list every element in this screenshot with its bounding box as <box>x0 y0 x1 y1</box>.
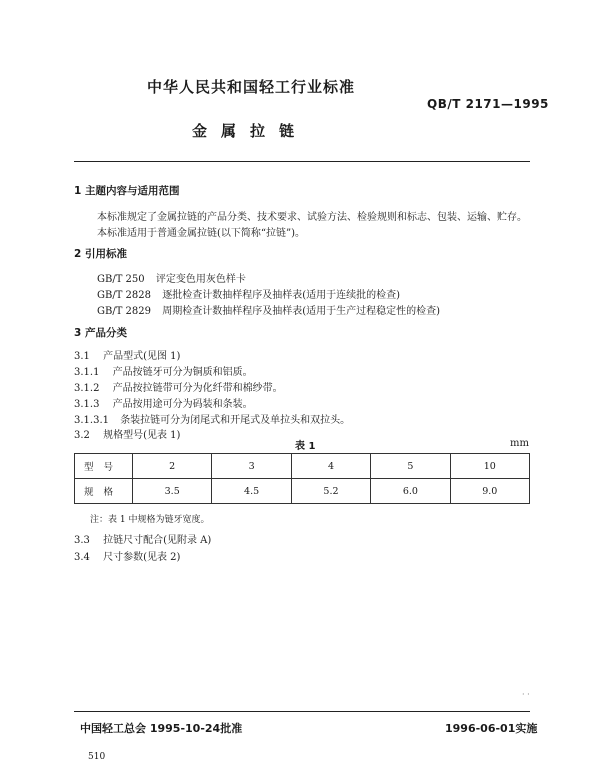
clause-number: 3.1.1 <box>74 367 100 378</box>
reference-item <box>97 270 246 285</box>
clause-item <box>74 548 180 563</box>
reference-code: GB/T 250 <box>97 274 145 285</box>
section-1-heading: 1 主题内容与适用范围 <box>74 185 180 197</box>
reference-code: GB/T 2828 <box>97 290 152 301</box>
standard-code: QB/T 2171—1995 <box>427 97 549 111</box>
section-1-paragraph-1: 本标准规定了金属拉链的产品分类、技术要求、试验方法、检验规则和标志、包装、运输、贮存。 <box>97 212 527 223</box>
clause-text: 规格型号(见表 1) <box>103 430 181 441</box>
scan-mark: · · <box>522 690 530 699</box>
table-note: 注：表 1 中规格为链牙宽度。 <box>90 515 210 525</box>
specs-table <box>74 453 530 504</box>
clause-item <box>74 347 180 362</box>
clause-item <box>74 395 253 410</box>
table-caption: 表 1 <box>295 441 316 452</box>
clause-number: 3.4 <box>74 552 90 563</box>
footer-rule <box>74 711 530 712</box>
table-cell: 4 <box>291 454 370 479</box>
standard-title: 中华人民共和国轻工行业标准 <box>147 78 356 96</box>
clause-number: 3.1.3.1 <box>74 415 109 426</box>
clause-item <box>74 411 350 426</box>
table-cell: 3.5 <box>133 479 212 504</box>
row-header-model: 型号 <box>75 454 133 479</box>
effective-line: 1996-06-01实施 <box>445 722 538 735</box>
page-number: 510 <box>88 752 106 762</box>
table-cell: 9.0 <box>450 479 529 504</box>
clause-text: 产品按链牙可分为铜质和铝质。 <box>112 367 253 378</box>
reference-title: 逐批检查计数抽样程序及抽样表(适用于连续批的检查) <box>162 290 401 301</box>
approval-line: 中国轻工总会 1995-10-24批准 <box>80 722 243 735</box>
reference-title: 评定变色用灰色样卡 <box>155 274 246 285</box>
clause-text: 产品型式(见图 1) <box>103 351 181 362</box>
table-cell: 3 <box>212 454 291 479</box>
table-cell: 4.5 <box>212 479 291 504</box>
reference-title: 周期检查计数抽样程序及抽样表(适用于生产过程稳定性的检查) <box>162 306 441 317</box>
table-cell: 6.0 <box>371 479 450 504</box>
document-title: 金属拉链 <box>192 122 309 140</box>
section-3-heading: 3 产品分类 <box>74 327 127 339</box>
clause-text: 产品按拉链带可分为化纤带和棉纱带。 <box>112 383 283 394</box>
table-cell: 5.2 <box>291 479 370 504</box>
clause-item <box>74 531 211 546</box>
reference-item <box>97 302 440 317</box>
reference-code: GB/T 2829 <box>97 306 152 317</box>
table-unit: mm <box>510 438 529 449</box>
reference-item <box>97 286 400 301</box>
table-cell: 2 <box>133 454 212 479</box>
clause-item <box>74 379 283 394</box>
clause-number: 3.1.3 <box>74 399 100 410</box>
clause-text: 条装拉链可分为闭尾式和开尾式及单拉头和双拉头。 <box>120 415 351 426</box>
clause-number: 3.2 <box>74 430 90 441</box>
clause-item <box>74 426 180 441</box>
clause-text: 尺寸参数(见表 2) <box>103 552 181 563</box>
table-row <box>75 454 530 479</box>
table-cell: 10 <box>450 454 529 479</box>
clause-item <box>74 363 253 378</box>
header-rule <box>74 161 530 162</box>
clause-text: 拉链尺寸配合(见附录 A) <box>103 535 212 546</box>
section-1-paragraph-2: 本标准适用于普通金属拉链(以下简称“拉链”)。 <box>97 228 306 239</box>
clause-number: 3.1.2 <box>74 383 100 394</box>
clause-text: 产品按用途可分为码装和条装。 <box>112 399 253 410</box>
section-2-heading: 2 引用标准 <box>74 248 127 260</box>
table-row <box>75 479 530 504</box>
row-header-spec: 规格 <box>75 479 133 504</box>
clause-number: 3.3 <box>74 535 90 546</box>
clause-number: 3.1 <box>74 351 90 362</box>
table-cell: 5 <box>371 454 450 479</box>
